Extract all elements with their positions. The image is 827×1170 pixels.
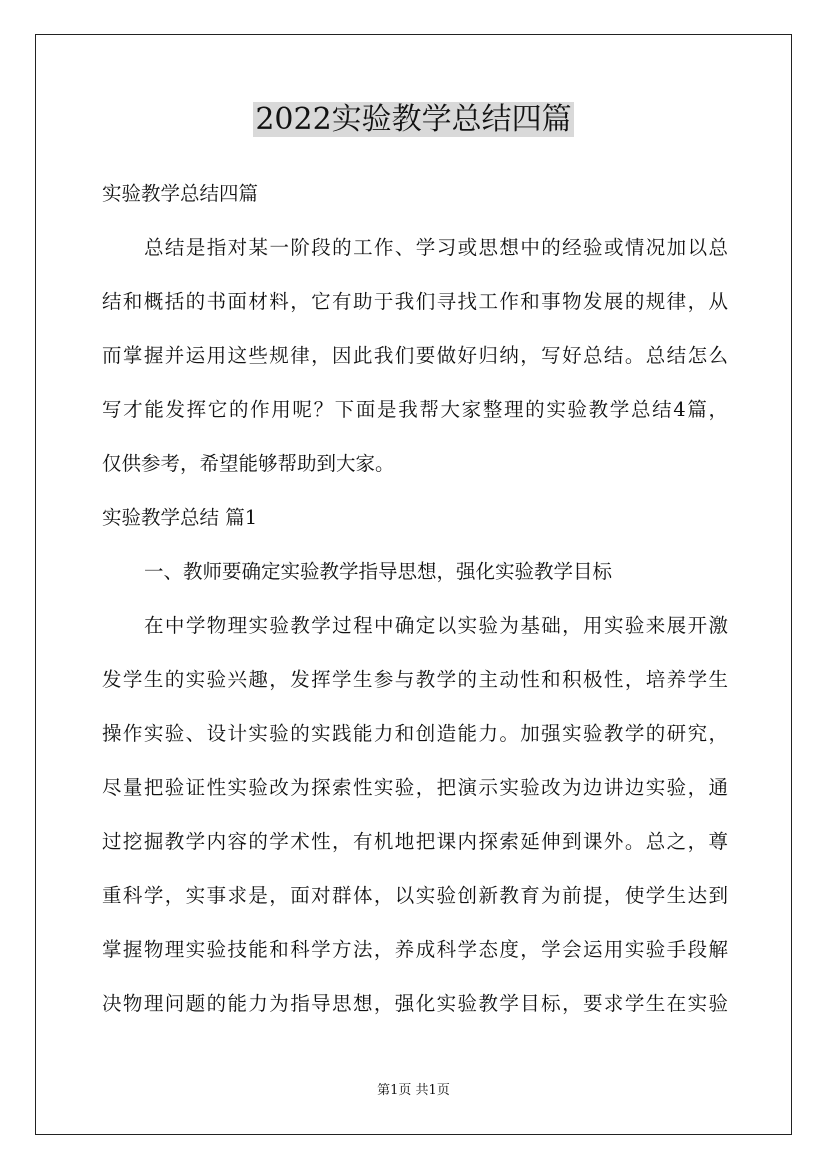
body-line: 在中学物理实验教学过程中确定以实验为基础，用实验来展开激 (144, 614, 728, 637)
intro-line: 结和概括的书面材料，它有助于我们寻找工作和事物发展的规律，从 (102, 290, 728, 313)
document-title-text: 2022实验教学总结四篇 (255, 102, 572, 137)
section-heading: 实验教学总结 篇1 (102, 506, 258, 529)
body-line: 发学生的实验兴趣，发挥学生参与教学的主动性和积极性，培养学生 (102, 668, 728, 691)
document-subtitle: 实验教学总结四篇 (102, 182, 259, 205)
body-line: 操作实验、设计实验的实践能力和创造能力。加强实验教学的研究， (102, 722, 728, 745)
intro-line: 总结是指对某一阶段的工作、学习或思想中的经验或情况加以总 (144, 236, 728, 259)
point-heading: 一、教师要确定实验教学指导思想，强化实验教学目标 (144, 560, 613, 583)
intro-line: 写才能发挥它的作用呢？下面是我帮大家整理的实验教学总结4篇， (102, 398, 728, 421)
body-line: 过挖掘教学内容的学术性，有机地把课内探索延伸到课外。总之，尊 (102, 830, 728, 853)
body-line: 尽量把验证性实验改为探索性实验，把演示实验改为边讲边实验，通 (102, 776, 728, 799)
document-title (0, 98, 827, 142)
page-footer: 第1页 共1页 (377, 1083, 450, 1098)
body-line: 决物理问题的能力为指导思想，强化实验教学目标，要求学生在实验 (102, 992, 728, 1015)
intro-line: 而掌握并运用这些规律，因此我们要做好归纳，写好总结。总结怎么 (102, 344, 728, 367)
body-line: 重科学，实事求是，面对群体，以实验创新教育为前提，使学生达到 (102, 884, 728, 907)
intro-line: 仅供参考，希望能够帮助到大家。 (102, 452, 395, 475)
body-line: 掌握物理实验技能和科学方法，养成科学态度，学会运用实验手段解 (102, 938, 728, 961)
